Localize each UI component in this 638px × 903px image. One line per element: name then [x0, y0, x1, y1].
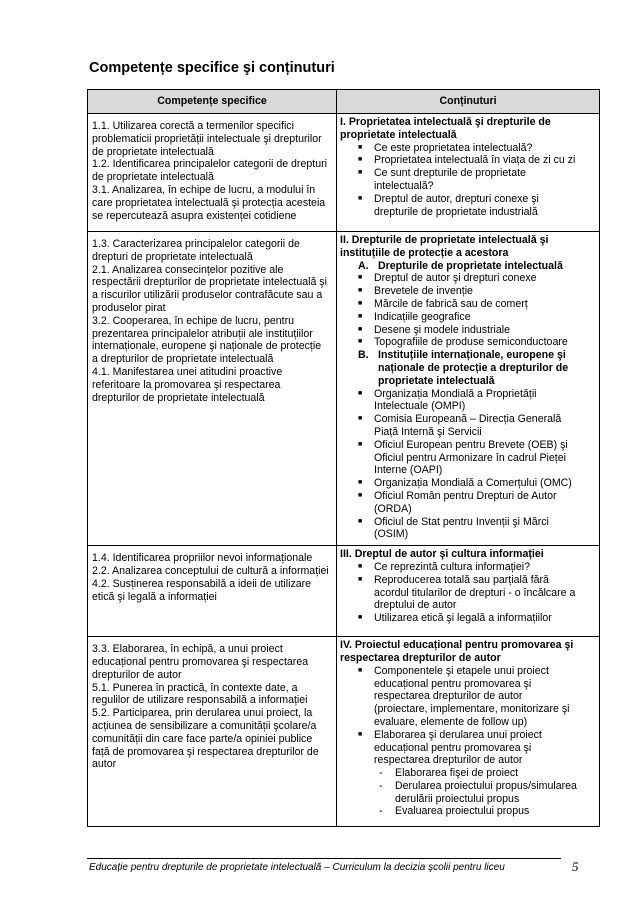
list-item [340, 154, 597, 167]
list-item-line: Oficiul de Stat pentru Invenții şi Mărci [374, 515, 549, 528]
competency-line: față de promovarea şi respectarea drepturilor de [92, 745, 319, 758]
competency-line: care proprietatea intelectuală şi protecția acesteia [92, 196, 326, 209]
list-item-line: Ce reprezintă cultura informației? [374, 560, 531, 573]
list-item-text [374, 154, 575, 167]
competencies-cell [88, 637, 337, 827]
bullet-square-icon: ■ [358, 325, 363, 333]
header-competencies: Competențe specifice [88, 90, 337, 114]
table-row [88, 546, 600, 637]
section-heading: II. Drepturile de proprietate intelectuală şi [340, 234, 549, 246]
footer-divider [87, 858, 561, 859]
list-item-line: Elaborarea fişei de proiect [395, 767, 519, 780]
competency-line: 4.2. Susținerea responsabilă a ideii de utilizare [92, 577, 312, 590]
list-item-line: Proprietatea intelectuală în viața de zi cu zi [374, 154, 576, 167]
list-item-line: Organizația Mondială a Proprietății [374, 387, 537, 400]
list-item-line: Topografiile de produse semiconductoare [374, 336, 568, 349]
bullet-square-icon: ■ [358, 169, 363, 177]
list-item [340, 439, 597, 477]
bullet-square-icon: ■ [358, 389, 363, 397]
subsection-line: Drepturile de proprietate intelectuală [378, 259, 563, 272]
list-item-line: evaluare, elemente de follow up) [374, 715, 528, 728]
dash-list-item [340, 805, 597, 818]
competency-line: internaționale, europene şi naționale de protecție [92, 340, 322, 353]
page-number: 5 [572, 859, 579, 874]
table-header-row [88, 90, 600, 114]
list-item-text [374, 477, 572, 490]
list-item-text [374, 561, 530, 574]
list-item-line: Brevetele de invenție [374, 285, 473, 298]
list-item-line: Ce sunt drepturile de proprietate [374, 167, 526, 180]
list-item-line: Piață Internă şi Servicii [374, 425, 482, 438]
list-item-line: Ce este proprietatea intelectuală? [374, 141, 533, 154]
table-row [88, 232, 600, 546]
list-item-text [374, 285, 473, 298]
list-item-line: Dreptul de autor, drepturi conexe şi [374, 192, 539, 205]
list-item-line: Oficiul Român pentru Drepturi de Autor [374, 489, 557, 502]
list-item [340, 167, 597, 193]
list-item [340, 574, 597, 612]
competency-line: referitoare la promovarea şi respectarea [92, 378, 281, 391]
list-item-line: (proiectare, implementare, monitorizare şi [374, 703, 570, 716]
list-item-line: respectarea drepturilor de autor [374, 690, 523, 703]
competency-line: educațional pentru promovarea şi respectarea [92, 655, 309, 668]
list-item-line: Derularea proiectului propus/simularea [395, 779, 577, 792]
list-item-text [395, 805, 529, 818]
list-item-line: respectarea drepturilor de autor [374, 754, 523, 767]
list-item-line: Indicațiile geografice [374, 310, 471, 323]
bullet-square-icon: ■ [358, 562, 363, 570]
dash-marker: - [379, 805, 383, 818]
list-item-text [374, 272, 537, 285]
list-item-line: acordul titularilor de drepturi - o încălcare a [374, 586, 576, 599]
list-item-line: Organizația Mondială a Comerțului (OMC) [374, 477, 572, 490]
list-item-text [374, 142, 532, 155]
subsection-text [378, 349, 568, 387]
competency-line: 3.1. Analizarea, în echipe de lucru, a modului în [92, 183, 316, 196]
list-item [340, 413, 597, 439]
bullet-square-icon: ■ [358, 338, 363, 346]
list-item-text [374, 324, 510, 337]
header-contents: Conținuturi [337, 90, 600, 114]
dash-marker: - [379, 767, 383, 780]
competency-line: a riscurilor utilizării produselor contrafăcute sau a [92, 289, 323, 302]
list-item-text [374, 729, 542, 767]
competency-line: 1.4. Identificarea propriilor nevoi informaționale [92, 552, 313, 565]
list-item-line: drepturile de proprietate industrială [374, 205, 538, 218]
list-item-line: derulării proiectului propus [395, 792, 520, 805]
competency-line: 5.2. Participarea, prin derularea unui proiect, la [92, 707, 313, 720]
list-item-line: Interne (OAPI) [374, 464, 443, 477]
competency-line: se repercutează asupra existenței cotidiene [92, 209, 297, 222]
list-item [340, 516, 597, 542]
dash-list-item [340, 780, 597, 806]
bullet-square-icon: ■ [358, 274, 363, 282]
competency-line: respectării drepturilor de proprietate intelectuală şi [92, 276, 327, 289]
bullet-square-icon: ■ [358, 575, 363, 583]
subsection-text [378, 260, 563, 273]
list-item-line: Oficiul European pentru Brevete (OEB) şi [374, 438, 568, 451]
section-heading: proprietate intelectuală [340, 128, 457, 141]
dash-marker: - [379, 779, 383, 792]
subsection-letter: B. [358, 349, 369, 362]
subsection-heading [340, 260, 597, 273]
list-item-text [374, 413, 561, 439]
bullet-square-icon: ■ [358, 517, 363, 525]
bullet-square-icon: ■ [358, 491, 363, 499]
list-item [340, 298, 597, 311]
list-item-text [374, 439, 568, 477]
section-heading: instituțiile de protecție a acestora [340, 246, 509, 259]
list-item-line: Desene şi modele industriale [374, 323, 511, 336]
subsection-heading [340, 349, 597, 387]
bullet-square-icon: ■ [358, 479, 363, 487]
competencies-table [87, 89, 600, 827]
contents-cell [337, 637, 600, 827]
competency-line: 2.1. Analizarea consecințelor pozitive ale [92, 263, 284, 276]
competency-line: regulilor de utilizare responsabilă a informației [92, 694, 308, 707]
competency-line: problematicii proprietății intelectuale şi drepturilor [92, 132, 322, 145]
subsection-letter: A. [358, 259, 369, 272]
list-item-text [374, 490, 557, 516]
bullet-square-icon: ■ [358, 415, 363, 423]
section-heading: I. Proprietatea intelectuală şi drepturile de [340, 116, 551, 128]
competencies-cell [88, 114, 337, 232]
competency-line: 5.1. Punerea în practică, în contexte date, a [92, 681, 298, 694]
list-item [340, 729, 597, 767]
competency-line: prezentarea principalelor atribuții ale instituțiilor [92, 327, 313, 340]
bullet-square-icon: ■ [358, 666, 363, 674]
section-heading: III. Dreptul de autor şi cultura informației [340, 548, 544, 561]
page-title: Competențe specifice şi conținuturi [89, 60, 335, 76]
section-heading: respectarea drepturilor de autor [340, 651, 501, 664]
competency-line: etică şi legală a informației [92, 590, 217, 603]
subsection-line: naționale de protecție a drepturilor de [378, 361, 569, 374]
bullet-square-icon: ■ [358, 156, 363, 164]
competency-line: 3.3. Elaborarea, în echipă, a unui proiect [92, 643, 283, 656]
competency-line: 1.3. Caracterizarea principalelor categorii de [92, 238, 300, 250]
table-row [88, 637, 600, 827]
list-item [340, 665, 597, 729]
list-item-text [374, 665, 569, 729]
list-item-text [395, 767, 518, 780]
competency-line: drepturilor de proprietate intelectuală [92, 391, 265, 404]
competency-line: de proprietate intelectuală [92, 145, 214, 158]
competency-line: 2.2. Analizarea conceptului de cultură a informației [92, 564, 329, 577]
list-item-text [374, 336, 568, 349]
bullet-square-icon: ■ [358, 194, 363, 202]
competency-line: acțiunea de sensibilizare a comunității şcolare/a [92, 719, 317, 732]
competency-line: 1.1. Utilizarea corectă a termenilor specifici [92, 120, 294, 132]
list-item-line: Elaborarea şi derularea unui proiect [374, 728, 542, 741]
bullet-square-icon: ■ [358, 312, 363, 320]
contents-cell [337, 546, 600, 637]
competency-line: drepturi de proprietate intelectuală [92, 250, 253, 263]
list-item-text [374, 574, 575, 612]
list-item-line: intelectuală? [374, 179, 434, 192]
competency-line: 3.2. Cooperarea, în echipe de lucru, pentru [92, 314, 295, 327]
list-item-line: Intelectuale (OMPI) [374, 400, 466, 413]
list-item [340, 142, 597, 155]
footer-text: Educație pentru drepturile de proprietate intelectuală – Curriculum la decizia şcolii pentru liceu [89, 862, 505, 873]
list-item [340, 324, 597, 337]
list-item-text [374, 516, 549, 542]
list-item-line: Mărcile de fabrică sau de comerț [374, 297, 528, 310]
competencies-cell [88, 546, 337, 637]
list-item-line: educațional pentru promovarea şi [374, 741, 532, 754]
list-item-line: Dreptul de autor şi drepturi conexe [374, 272, 537, 285]
competency-line: comunității din care face parte/a opiniei publice [92, 732, 313, 745]
bullet-square-icon: ■ [358, 614, 363, 622]
table-row [88, 114, 600, 232]
competency-line: autor [92, 758, 117, 771]
bullet-square-icon: ■ [358, 143, 363, 151]
list-item-text [374, 612, 552, 625]
list-item-text [374, 311, 471, 324]
bullet-square-icon: ■ [358, 287, 363, 295]
list-item-line: Reproducerea totală sau parțială fără [374, 573, 549, 586]
list-item-line: educațional pentru promovarea şi [374, 677, 532, 690]
list-item [340, 388, 597, 414]
contents-cell [337, 232, 600, 546]
section-heading: IV. Proiectul educațional pentru promovarea şi [340, 639, 574, 652]
competency-line: 1.2. Identificarea principalelor categorii de drepturi [92, 158, 327, 171]
competency-line: a drepturilor de proprietate intelectuală [92, 353, 274, 366]
list-item [340, 561, 597, 574]
list-item [340, 477, 597, 490]
list-item-text [374, 298, 528, 311]
list-item-line: dreptului de autor [374, 599, 457, 612]
list-item [340, 612, 597, 625]
list-item-line: Evaluarea proiectului propus [395, 805, 530, 818]
bullet-square-icon: ■ [358, 730, 363, 738]
list-item-line: (ORDA) [374, 502, 412, 515]
list-item [340, 272, 597, 285]
list-item-line: Comisia Europeană – Direcția Generală [374, 413, 562, 426]
list-item-line: Oficiul pentru Armonizare în cadrul Pieței [374, 451, 566, 464]
competency-line: produselor pirat [92, 301, 166, 314]
list-item [340, 490, 597, 516]
list-item [340, 285, 597, 298]
list-item [340, 336, 597, 349]
subsection-line: Instituțiile internaționale, europene şi [378, 349, 566, 362]
list-item-text [374, 167, 526, 193]
list-item [340, 311, 597, 324]
competency-line: 4.1. Manifestarea unei atitudini proactive [92, 365, 283, 378]
bullet-square-icon: ■ [358, 299, 363, 307]
list-item-text [395, 780, 577, 806]
list-item-line: (OSIM) [374, 528, 409, 541]
competency-line: de proprietate intelectuală [92, 171, 214, 184]
dash-list-item [340, 767, 597, 780]
competency-line: drepturilor de autor [92, 668, 182, 681]
list-item-line: Utilizarea etică şi legală a informațiilor [374, 612, 552, 625]
bullet-square-icon: ■ [358, 440, 363, 448]
contents-cell [337, 114, 600, 232]
subsection-line: proprietate intelectuală [378, 374, 495, 387]
list-item [340, 193, 597, 219]
list-item-line: Componentele şi etapele unui proiect [374, 664, 549, 677]
list-item-text [374, 388, 537, 414]
competencies-cell [88, 232, 337, 546]
list-item-text [374, 193, 539, 219]
